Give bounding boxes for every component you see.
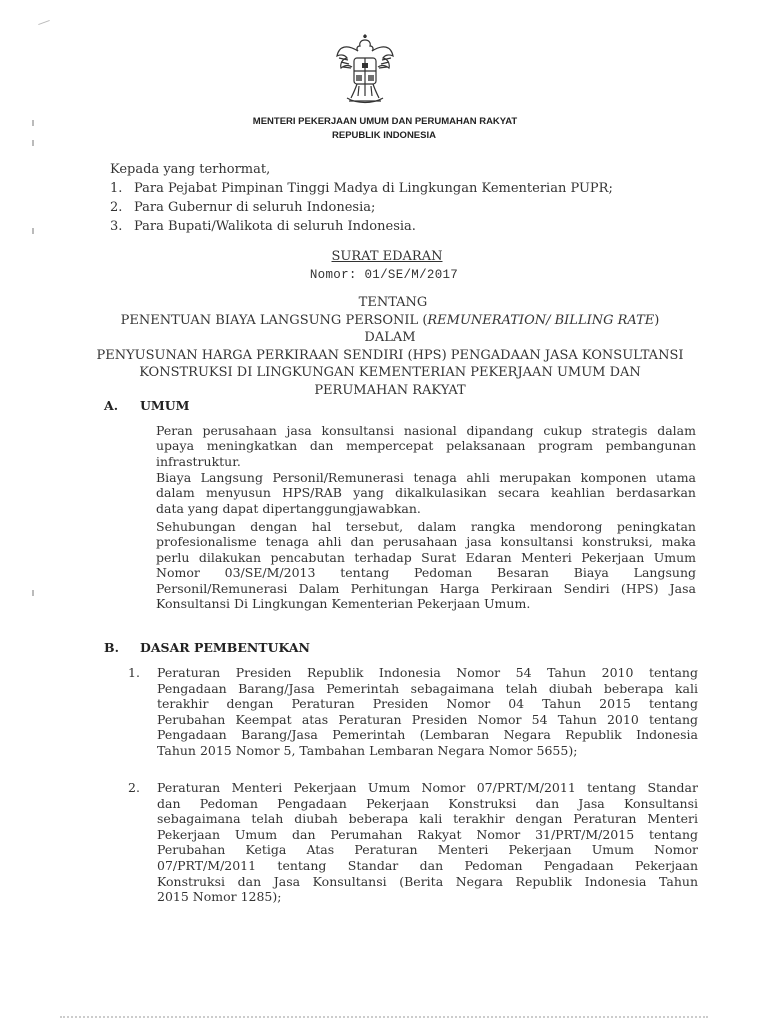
scan-mark [32,228,34,234]
legal-basis-item: 2. Peraturan Menteri Pekerjaan Umum Nomor 07/PRT/M/2011 tentang Standar dan Pedoman Pengadaan Pekerjaan Konstruksi dan Jasa Konsultansi sebagaimana telah diubah beberapa kali terakhir dengan Peraturan Menteri Pekerjaan Umum dan Perumahan Rakyat Nomor 31/PRT/M/2015 tentang Perubahan Ketiga Atas Peraturan Menteri Pekerjaan Umum Nomor 07/PRT/M/2011 tentang Standar dan Pedoman Pengadaan Pekerjaan Konstruksi dan Jasa Konsultansi (Berita Negara Republik Indonesia Tahun 2015 Nomor 1285); [128,780,698,905]
scan-edge [60,1013,708,1018]
legal-basis-item: 1. Peraturan Presiden Republik Indonesia Nomor 54 Tahun 2010 tentang Pengadaan Barang/Jasa Pemerintah sebagaimana telah diubah beberapa kali terakhir dengan Peraturan Presiden Nomor 04 Tahun 2015 tentang Perubahan Keempat atas Peraturan Presiden Nomor 54 Tahun 2010 tentang Pengadaan Barang/Jasa Pemerintah (Lembaran Negara Republik Indonesia Tahun 2015 Nomor 5, Tambahan Lembaran Negara Nomor 5655); [128,665,698,758]
subject-line: PENYUSUNAN HARGA PERKIRAAN SENDIRI (HPS) PENGADAAN JASA KONSULTANSI [96,347,684,363]
section-a-paragraph-3: Sehubungan dengan hal tersebut, dalam rangka mendorong peningkatan profesionalisme tenaga ahli dan perusahaan jasa konsultansi konstruksi, maka perlu dilakukan pencabutan terhadap Surat Edaran Menteri Pekerjaan Umum Nomor 03/SE/M/2013 tentang Pedoman Besaran Biaya Langsung Personil/Remunerasi Dalam Perhitungan Harga Perkiraan Sendiri (HPS) Jasa Konsultansi Di Lingkungan Kementerian Pekerjaan Umum. [156,519,696,612]
ministry-name: MENTERI PEKERJAAN UMUM DAN PERUMAHAN RAKYAT [252,116,518,127]
subject-line: PENENTUAN BIAYA LANGSUNG PERSONIL (REMUNERATION/ BILLING RATE) DALAM [120,312,660,345]
subject-line: PERUMAHAN RAKYAT [314,382,466,398]
section-b-heading: B. DASAR PEMBENTUKAN [104,640,310,655]
section-a-paragraph-2: Biaya Langsung Personil/Remunerasi tenaga ahli merupakan komponen utama dalam menyusun HPS/RAB yang dikalkulasikan secara keahlian berdasarkan data yang dapat dipertanggungjawabkan. [156,470,696,516]
subject-label: TENTANG [358,295,428,310]
greeting: Kepada yang terhormat, [110,162,271,177]
addressee-item: 2. Para Gubernur di seluruh Indonesia; [110,200,376,215]
ministry-heading [0,115,768,143]
section-a-heading: A. UMUM [104,398,190,413]
subject-block [96,294,684,399]
scan-mark [32,590,34,596]
circular-heading [0,248,768,284]
scan-mark [38,20,50,25]
country-name: REPUBLIK INDONESIA [332,130,436,141]
subject-line: KONSTRUKSI DI LINGKUNGAN KEMENTERIAN PEKERJAAN UMUM DAN [139,365,641,380]
garuda-emblem-icon [333,34,397,108]
addressee-block [110,160,710,236]
addressee-item: 1. Para Pejabat Pimpinan Tinggi Madya di Lingkungan Kementerian PUPR; [110,181,613,196]
circular-title: SURAT EDARAN [331,249,443,264]
circular-number: Nomor: 01/SE/M/2017 [309,268,459,282]
section-a-paragraph-1: Peran perusahaan jasa konsultansi nasional dipandang cukup strategis dalam upaya meningkatkan dan mempercepat pelaksanaan program pembangunan infrastruktur. [156,423,696,469]
addressee-item: 3. Para Bupati/Walikota di seluruh Indonesia. [110,219,416,234]
